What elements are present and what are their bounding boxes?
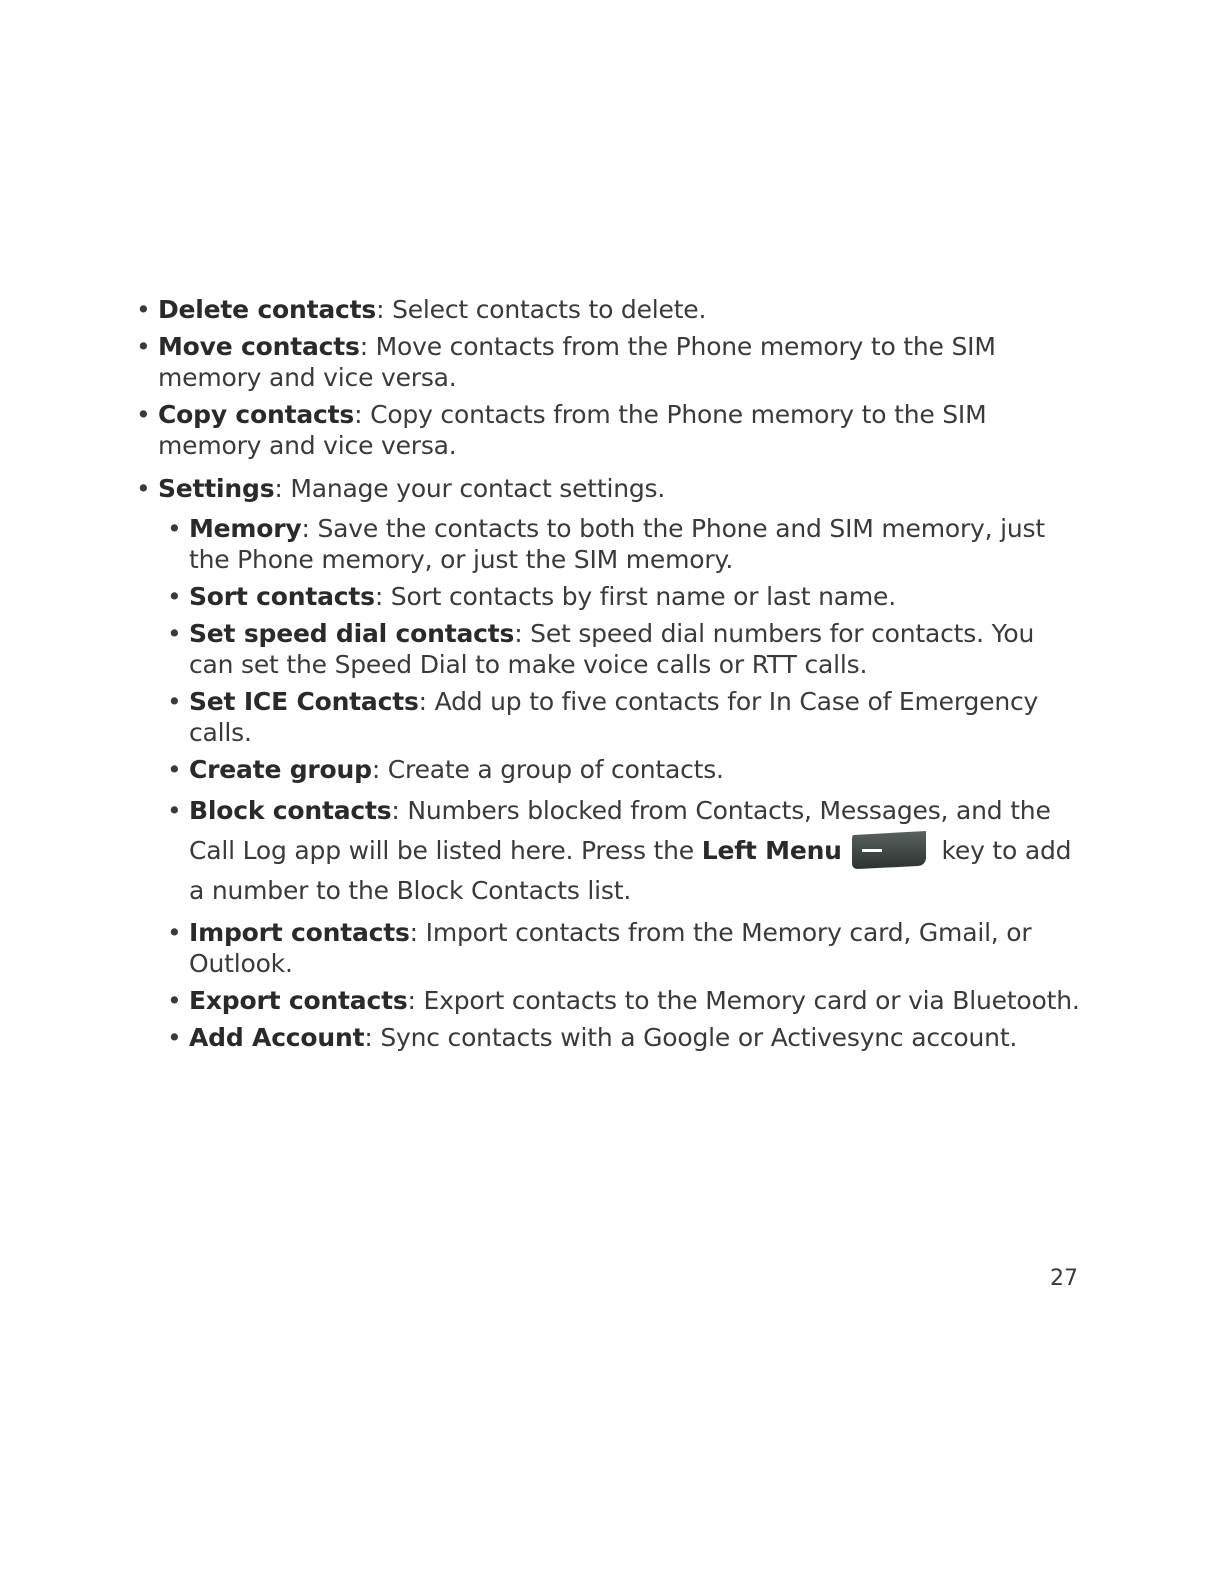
term-import-contacts: Import contacts [189,918,410,947]
desc-move-contacts: : Move contacts from the Phone memory to the SIM memory and vice versa. [158,332,996,392]
term-memory: Memory [189,514,302,543]
term-move-contacts: Move contacts [158,332,360,361]
term-block-contacts: Block contacts [189,796,392,825]
list-item-delete-contacts [134,294,1084,325]
desc-add-account: : Sync contacts with a Google or Activesync account. [364,1023,1018,1052]
term-create-group: Create group [189,755,372,784]
desc-speed-dial: : Set speed dial numbers for contacts. You can set the Speed Dial to make voice calls or RTT calls. [189,619,1035,679]
sub-item-ice-contacts [134,686,1084,748]
sub-item-create-group [134,754,1084,785]
desc-ice-contacts: : Add up to five contacts for In Case of Emergency calls. [189,687,1039,747]
sub-item-import-contacts [134,917,1084,979]
desc-create-group: : Create a group of contacts. [371,755,724,784]
list-item-move-contacts [134,331,1084,393]
page-number: 27 [1050,1266,1078,1291]
list-item-copy-contacts [134,399,1084,461]
desc-export-contacts: : Export contacts to the Memory card or via Bluetooth. [407,986,1080,1015]
desc-settings: : Manage your contact settings. [274,474,666,503]
term-copy-contacts: Copy contacts [158,400,355,429]
left-menu-label: Left Menu [701,836,842,865]
desc-block-contacts-before: : Numbers blocked from Contacts, Messages, and the Call Log app will be listed here. Press the [189,796,1051,865]
sub-item-sort-contacts [134,581,1084,612]
desc-import-contacts: : Import contacts from the Memory card, Gmail, or Outlook. [189,918,1032,978]
desc-delete-contacts: : Select contacts to delete. [376,295,707,324]
left-menu-key-icon [850,831,926,869]
desc-copy-contacts: : Copy contacts from the Phone memory to the SIM memory and vice versa. [158,400,987,460]
term-delete-contacts: Delete contacts [158,295,377,324]
desc-memory: : Save the contacts to both the Phone and SIM memory, just the Phone memory, or just the SIM memory. [189,514,1045,574]
desc-sort-contacts: : Sort contacts by first name or last name. [374,582,896,611]
sub-item-speed-dial [134,618,1084,680]
term-ice-contacts: Set ICE Contacts [189,687,419,716]
list-item-settings [134,473,1084,504]
desc-block-contacts-after: key to add a number to the Block Contacts list. [189,836,1072,905]
contacts-options-list [134,294,1084,1059]
term-add-account: Add Account [189,1023,365,1052]
sub-item-add-account [134,1022,1084,1053]
term-speed-dial: Set speed dial contacts [189,619,515,648]
sub-item-block-contacts [134,791,1084,911]
term-settings: Settings [158,474,275,503]
term-export-contacts: Export contacts [189,986,408,1015]
sub-item-memory [134,513,1084,575]
term-sort-contacts: Sort contacts [189,582,375,611]
sub-item-export-contacts [134,985,1084,1016]
